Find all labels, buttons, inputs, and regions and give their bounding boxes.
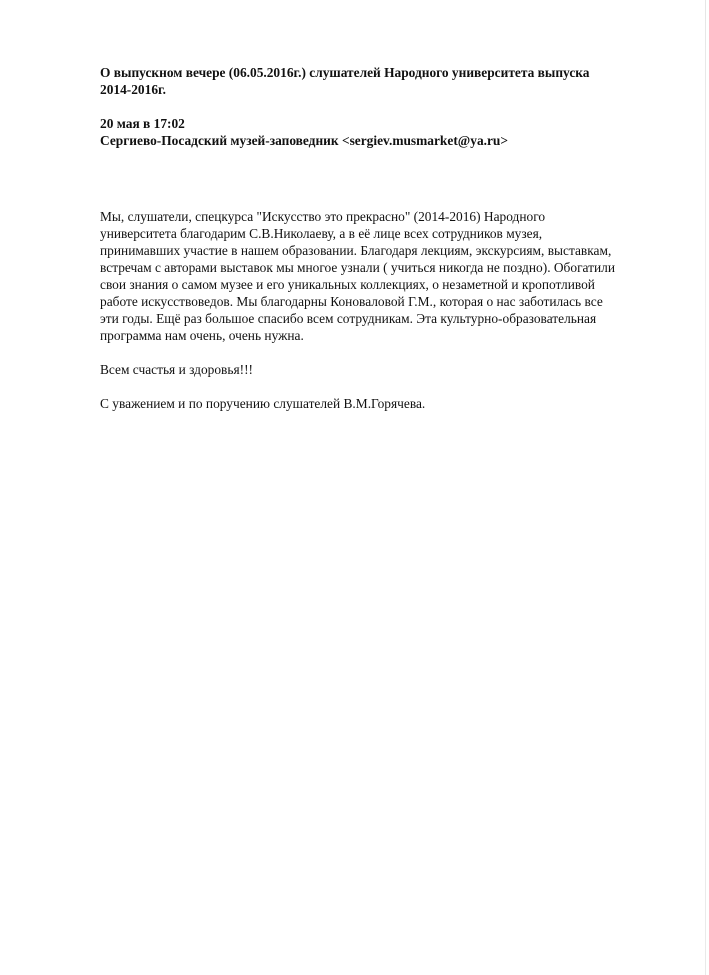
paragraph-line: программа нам очень, очень нужна. [100, 328, 304, 343]
paragraph-line: свои знания о самом музее и его уникальных коллекциях, о незаметной и кропотливой [100, 277, 595, 292]
paragraph-line: эти годы. Ещё раз большое спасибо всем сотрудникам. Эта культурно-образовательная [100, 311, 597, 326]
sender: Сергиево-Посадский музей-заповедник <sergiev.musmarket@ya.ru> [100, 133, 509, 148]
paragraph-line: Мы, слушатели, спецкурса "Искусство это прекрасно" (2014-2016) Народного [100, 209, 546, 224]
letter-body [100, 208, 660, 429]
subject-line-1: О выпускном вечере (06.05.2016г.) слушателей Народного университета выпуска [100, 65, 590, 80]
main-paragraph [100, 208, 660, 344]
paragraph-line: принимавших участие в нашем образовании. Благодаря лекциям, экскурсиям, выставкам, [100, 243, 612, 258]
letter-header [100, 64, 660, 149]
subject [100, 64, 660, 98]
paragraph-line: встречам с авторами выставок мы многое узнали ( учиться никогда не поздно). Обогатили [100, 260, 616, 275]
subject-line-2: 2014-2016г. [100, 82, 166, 97]
date: 20 мая в 17:02 [100, 116, 185, 131]
signature: С уважением и по поручению слушателей В.М.Горячева. [100, 396, 426, 411]
scan-edge [705, 0, 706, 975]
wish: Всем счастья и здоровья!!! [100, 362, 253, 377]
paragraph-line: работе искусствоведов. Мы благодарны Коноваловой Г.М., которая о нас заботилась все [100, 294, 603, 309]
paragraph-line: университета благодарим С.В.Николаеву, а в её лице всех сотрудников музея, [100, 226, 543, 241]
